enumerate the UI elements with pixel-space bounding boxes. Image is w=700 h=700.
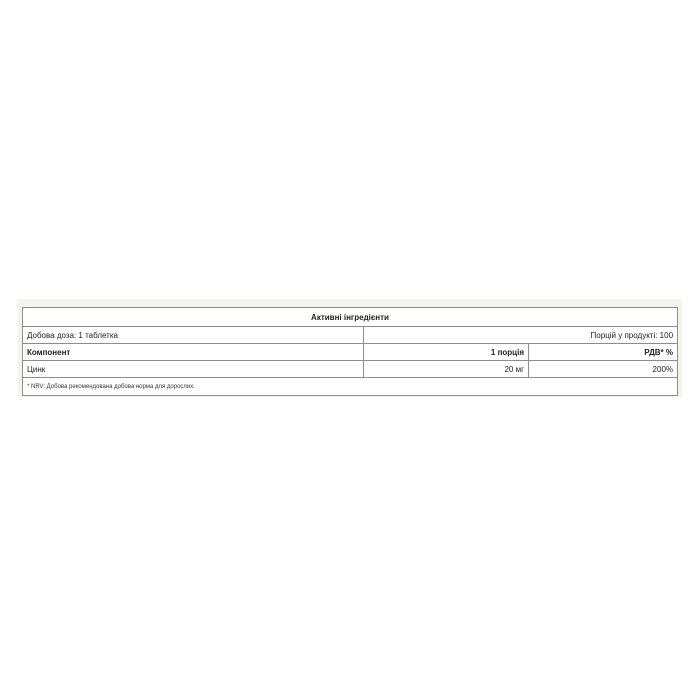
header-row: [23, 344, 678, 361]
row-component: Цинк: [23, 361, 364, 378]
active-ingredients-table: [22, 307, 678, 396]
dose-row: [23, 327, 678, 344]
table-title-row: [23, 308, 678, 327]
footnote: * NRV: Добова рекомендована добова норма для дорослих.: [23, 378, 678, 396]
header-component: Компонент: [23, 344, 364, 361]
header-rdv: РДВ* %: [529, 344, 678, 361]
header-serving: 1 порція: [364, 344, 529, 361]
daily-dose: Добова доза: 1 таблетка: [23, 327, 364, 344]
row-rdv: 200%: [529, 361, 678, 378]
row-serving: 20 мг: [364, 361, 529, 378]
supplement-facts-panel: [18, 299, 682, 397]
servings-per-product: Порцій у продукті: 100: [364, 327, 678, 344]
footnote-row: [23, 378, 678, 396]
table-title: Активні інгредієнти: [23, 308, 678, 327]
table-row: [23, 361, 678, 378]
